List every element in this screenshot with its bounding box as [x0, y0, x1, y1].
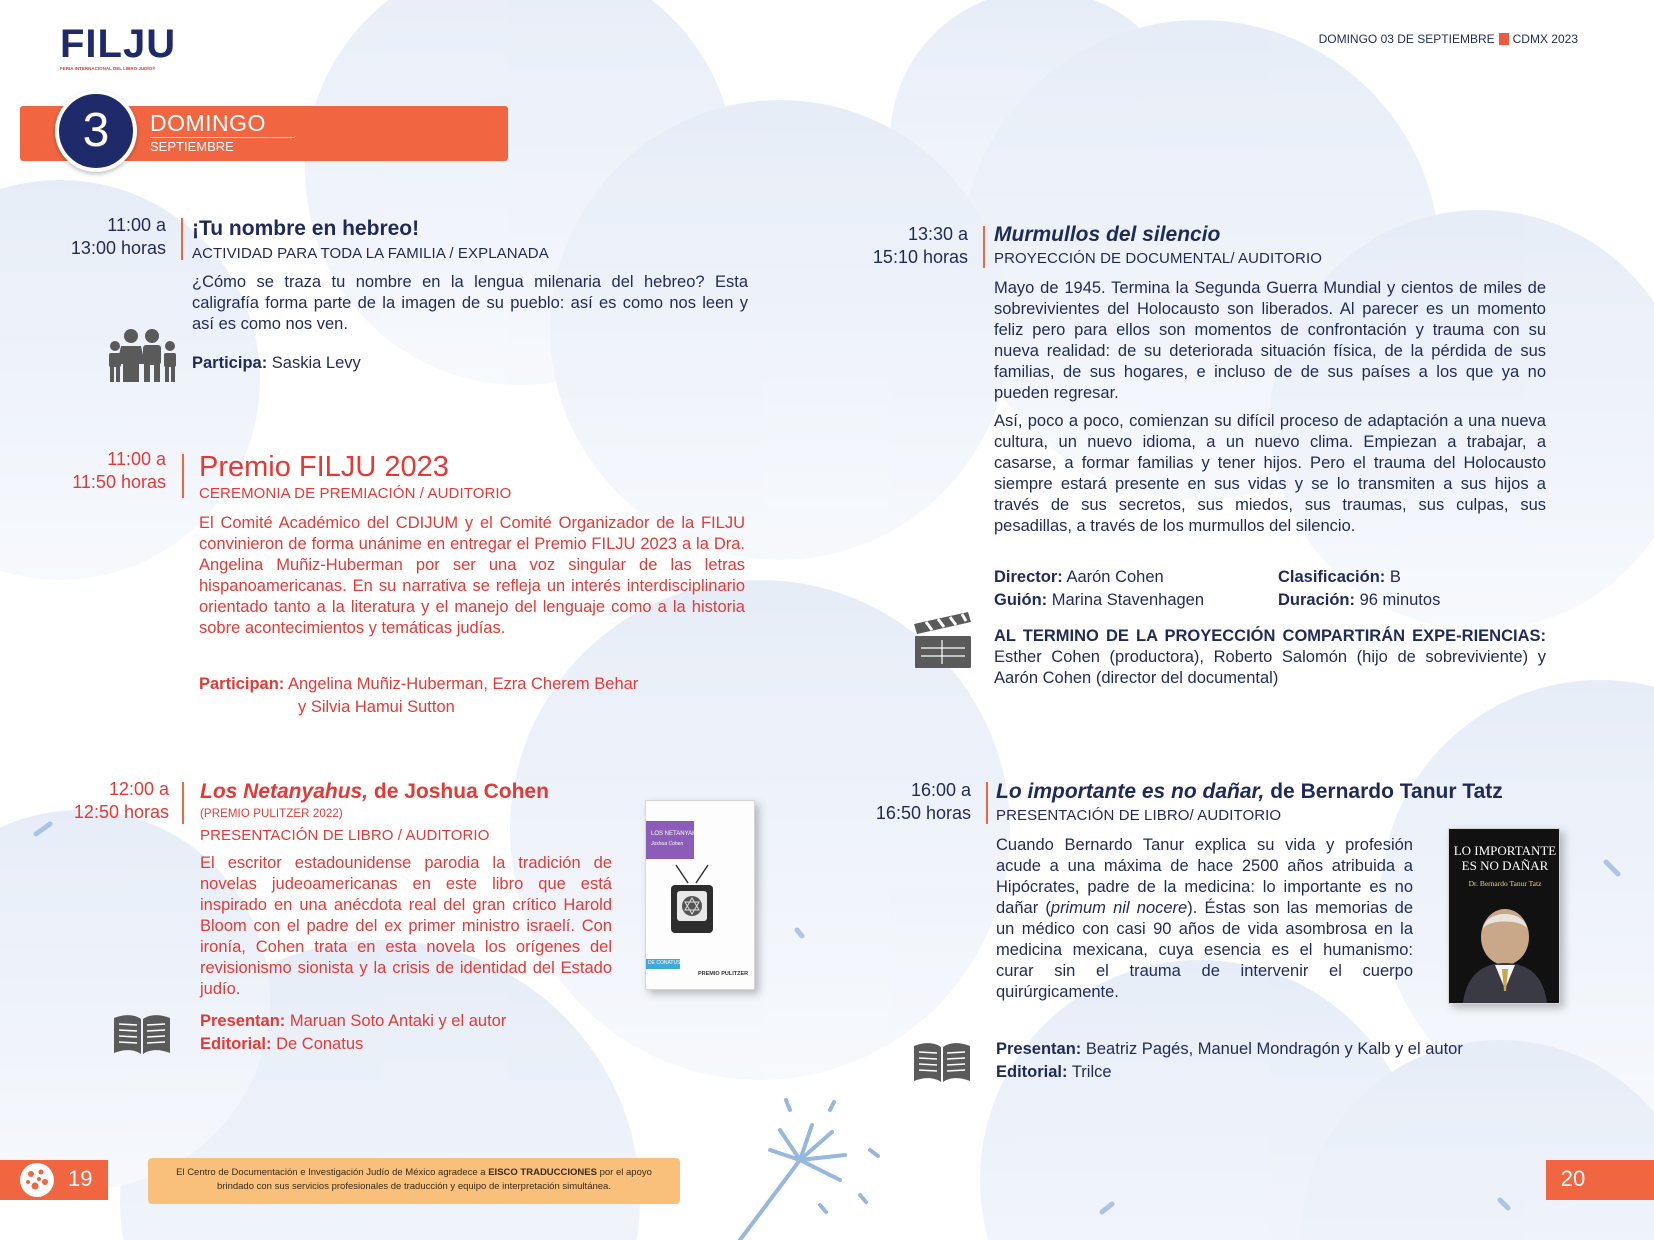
- cover-tv-illustration: [668, 863, 718, 943]
- event-description: [994, 278, 1546, 537]
- event-time: [40, 214, 166, 260]
- book-cover-netanyahus: [645, 800, 755, 990]
- event-subtitle: PRESENTACIÓN DE LIBRO/ AUDITORIO: [996, 807, 1282, 824]
- filju-logo: [60, 24, 176, 71]
- cover-publisher: DE CONATUS: [648, 960, 681, 966]
- event-divider: [182, 454, 184, 498]
- clapperboard-icon: [912, 610, 974, 670]
- publisher-label: Editorial:: [996, 1063, 1068, 1081]
- event-title: [200, 779, 549, 805]
- thanks-text: El Centro de Documentación e Investigación Judío de México agradece a: [176, 1167, 489, 1178]
- book-icon: [112, 1012, 172, 1056]
- closing-note: [994, 626, 1546, 689]
- event-subtitle: ACTIVIDAD PARA TODA LA FAMILIA / EXPLANADA: [192, 245, 549, 262]
- film-credits: [994, 566, 1204, 612]
- description-latin: primum nil nocere: [1050, 899, 1188, 917]
- event-time: [840, 223, 968, 269]
- closing-label: AL TERMINO DE LA PROYECCIÓN COMPARTIRÁN EXPE-RIENCIAS:: [994, 627, 1546, 645]
- cover-portrait: [1457, 899, 1553, 1003]
- time-end: 12:50 horas: [73, 802, 169, 822]
- rating-label: Clasificación:: [1278, 568, 1386, 586]
- cover-band: [646, 821, 694, 859]
- time-start: 11:00 a: [107, 449, 166, 469]
- film-details: [1278, 566, 1440, 612]
- page-number-right: 20: [1560, 1166, 1586, 1191]
- event-participants: [192, 352, 361, 375]
- description-paragraph: Mayo de 1945. Termina la Segunda Guerra Mundial y cientos de miles de sobrevivientes del Holocausto son liberados. Al parecer es un momento feliz pero para ellos son momentos de confrontación y trauma con su nueva realidad: de su deteriorada situación física, de la pérdida de sus familias, de sus hogares, e incluso de de sus países a los que ya no pueden regresar.: [994, 279, 1546, 402]
- event-time: [40, 448, 166, 494]
- book-icon: [912, 1040, 972, 1084]
- event-divider: [181, 218, 183, 260]
- description-text: Cuando Bernardo Tanur explica su vida y profesión acude a una máxima de hace 2500 años atribuida a Hipócrates, padre de la medicina: lo importante es no dañar (: [996, 836, 1413, 917]
- event-title: Murmullos del silencio: [994, 223, 1221, 246]
- time-start: 13:30 a: [907, 224, 968, 244]
- event-presenters: [200, 1010, 506, 1056]
- title-rest: de Bernardo Tanur Tatz: [1264, 780, 1503, 803]
- event-participants: [199, 673, 759, 719]
- participants-label: Participan:: [199, 675, 285, 693]
- presenters-names: Maruan Soto Antaki y el autor: [289, 1012, 507, 1030]
- cover-title-line: LO IMPORTANTE: [1453, 843, 1557, 858]
- event-divider: [986, 782, 988, 824]
- title-italic: Lo importante es no dañar,: [996, 780, 1265, 803]
- cover-title-line: ES NO DAÑAR: [1461, 858, 1549, 873]
- event-divider: [983, 226, 985, 268]
- event-description: ¿Cómo se traza tu nombre en la lengua milenaria del hebreo? Esta caligrafía forma parte de la imagen de su pueblo: así es como nos leen y así es como nos ven.: [192, 273, 748, 333]
- day-name: DOMINGO: [150, 110, 266, 136]
- event-title: ¡Tu nombre en hebreo!: [192, 217, 420, 240]
- event-title: Premio FILJU 2023: [199, 451, 449, 483]
- duration-label: Duración:: [1278, 591, 1356, 609]
- cover-award: PREMIO PULITZER: [698, 971, 749, 977]
- participants-names-continued: y Silvia Hamui Sutton: [298, 698, 455, 716]
- book-cover-lo-importante: [1448, 828, 1560, 1004]
- description-text-continued: ). Éstas son las memorias de un médico con casi 90 años de vida asombrosa en la medicina mexicana, cuya esencia es el humanismo: curar sin el trauma de intervenir el cuerpo quirúrgicamente.: [996, 899, 1413, 1001]
- event-divider: [182, 782, 184, 824]
- sponsor-thanks-note: [148, 1158, 680, 1204]
- header-date-text: DOMINGO 03 DE SEPTIEMBRE: [1318, 32, 1495, 46]
- duration-value: 96 minutos: [1359, 591, 1441, 609]
- logo-subtitle: FERIA INTERNACIONAL DEL LIBRO JUDÍO®: [60, 66, 156, 71]
- page-number-left: 19: [68, 1166, 93, 1191]
- presenters-label: Presentan:: [200, 1012, 286, 1030]
- publisher-label: Editorial:: [200, 1035, 272, 1053]
- day-month: SEPTIEMBRE: [150, 139, 234, 154]
- time-end: 15:10 horas: [872, 247, 968, 267]
- cover-title: [1449, 843, 1561, 873]
- participants-names: Angelina Muñiz-Huberman, Ezra Cherem Behar: [287, 675, 639, 693]
- time-end: 16:50 horas: [875, 803, 971, 823]
- director-label: Director:: [994, 568, 1063, 586]
- publisher-name: De Conatus: [276, 1035, 364, 1053]
- event-description: El Comité Académico del CDIJUM y el Comité Organizador de la FILJU convinieron de forma unánime en entregar el Premio FILJU 2023 a la Dra. Angelina Muñiz-Huberman por ser una voz singular de las letras hispanoamericanas. En su narrativa se refleja un interés interdisciplinario orientado tanto a la literatura y el manejo del lenguaje como a la historia sobre acontecimientos y temáticas judías.: [199, 514, 745, 637]
- cover-author: Dr. Bernardo Tanur Tatz: [1468, 879, 1542, 888]
- event-subtitle: PRESENTACIÓN DE LIBRO / AUDITORIO: [200, 827, 490, 844]
- presenters-label: Presentan:: [996, 1040, 1082, 1058]
- header-place: CDMX 2023: [1512, 32, 1578, 46]
- cover-title: LOS NETANYAHUS: [651, 831, 705, 837]
- script-name: Marina Stavenhagen: [1051, 591, 1205, 609]
- event-time: [840, 779, 971, 825]
- event-title: [996, 779, 1503, 805]
- time-start: 12:00 a: [108, 779, 169, 799]
- presenters-names: Beatriz Pagés, Manuel Mondragón y Kalb y el autor: [1085, 1040, 1463, 1058]
- participants-names: Saskia Levy: [271, 354, 361, 372]
- seal-icon: [19, 1162, 55, 1198]
- title-italic: Los Netanyahus,: [200, 780, 369, 803]
- event-presenters: [996, 1038, 1463, 1084]
- event-subtitle: CEREMONIA DE PREMIACIÓN / AUDITORIO: [199, 485, 512, 502]
- header-date: [1319, 32, 1578, 46]
- description-paragraph: Así, poco a poco, comienzan su difícil proceso de adaptación a una nueva cultura, un nuevo idioma, a un nuevo clima. Empiezan a trabajar, a casarse, a formar familias y tener hijos. Pero el trauma del Holocausto siempre estará presente en sus vidas y se lo transmiten a sus hijos a través de sus secretos, sus miedos, sus traumas, sus culpas, sus pesadillas, a través de los murmullos del silencio.: [994, 412, 1546, 535]
- rating-value: B: [1389, 568, 1401, 586]
- time-end: 13:00 horas: [70, 238, 166, 258]
- thanks-text-continued: por el apoyo brindado con sus servicios profesionales de traducción y equipo de interpretación simultánea.: [217, 1167, 652, 1192]
- script-label: Guión:: [994, 591, 1048, 609]
- time-end: 11:50 horas: [72, 472, 166, 492]
- participants-label: Participa:: [192, 354, 268, 372]
- event-time: [40, 778, 169, 824]
- header-separator: [1499, 33, 1509, 45]
- thanks-sponsor: EISCO TRADUCCIONES: [488, 1167, 597, 1178]
- logo-text: FILJU: [60, 22, 177, 66]
- event-note: (PREMIO PULITZER 2022): [200, 808, 343, 820]
- cover-author: Joshua Cohen: [651, 841, 684, 847]
- event-description: [996, 835, 1413, 1003]
- closing-text: Esther Cohen (productora), Roberto Salomón (hijo de sobreviviente) y Aarón Cohen (director del documental): [994, 648, 1546, 687]
- publisher-name: Trilce: [1071, 1063, 1112, 1081]
- time-start: 11:00 a: [107, 215, 166, 235]
- day-number: 3: [55, 90, 137, 172]
- event-description: El escritor estadounidense parodia la tradición de novelas judeoamericanas en este libro que está inspirado en una anécdota real del gran crítico Harold Bloom con el padre del ex primer ministro israelí. Con ironía, Cohen trata en esta novela los orígenes del revisionismo sionista y la crisis de identidad del Estado judío.: [200, 854, 612, 998]
- time-start: 16:00 a: [910, 780, 971, 800]
- family-icon: [106, 328, 178, 382]
- event-subtitle: PROYECCIÓN DE DOCUMENTAL/ AUDITORIO: [994, 250, 1322, 267]
- director-name: Aarón Cohen: [1066, 568, 1164, 586]
- day-divider: [150, 137, 295, 138]
- title-rest: de Joshua Cohen: [368, 780, 549, 803]
